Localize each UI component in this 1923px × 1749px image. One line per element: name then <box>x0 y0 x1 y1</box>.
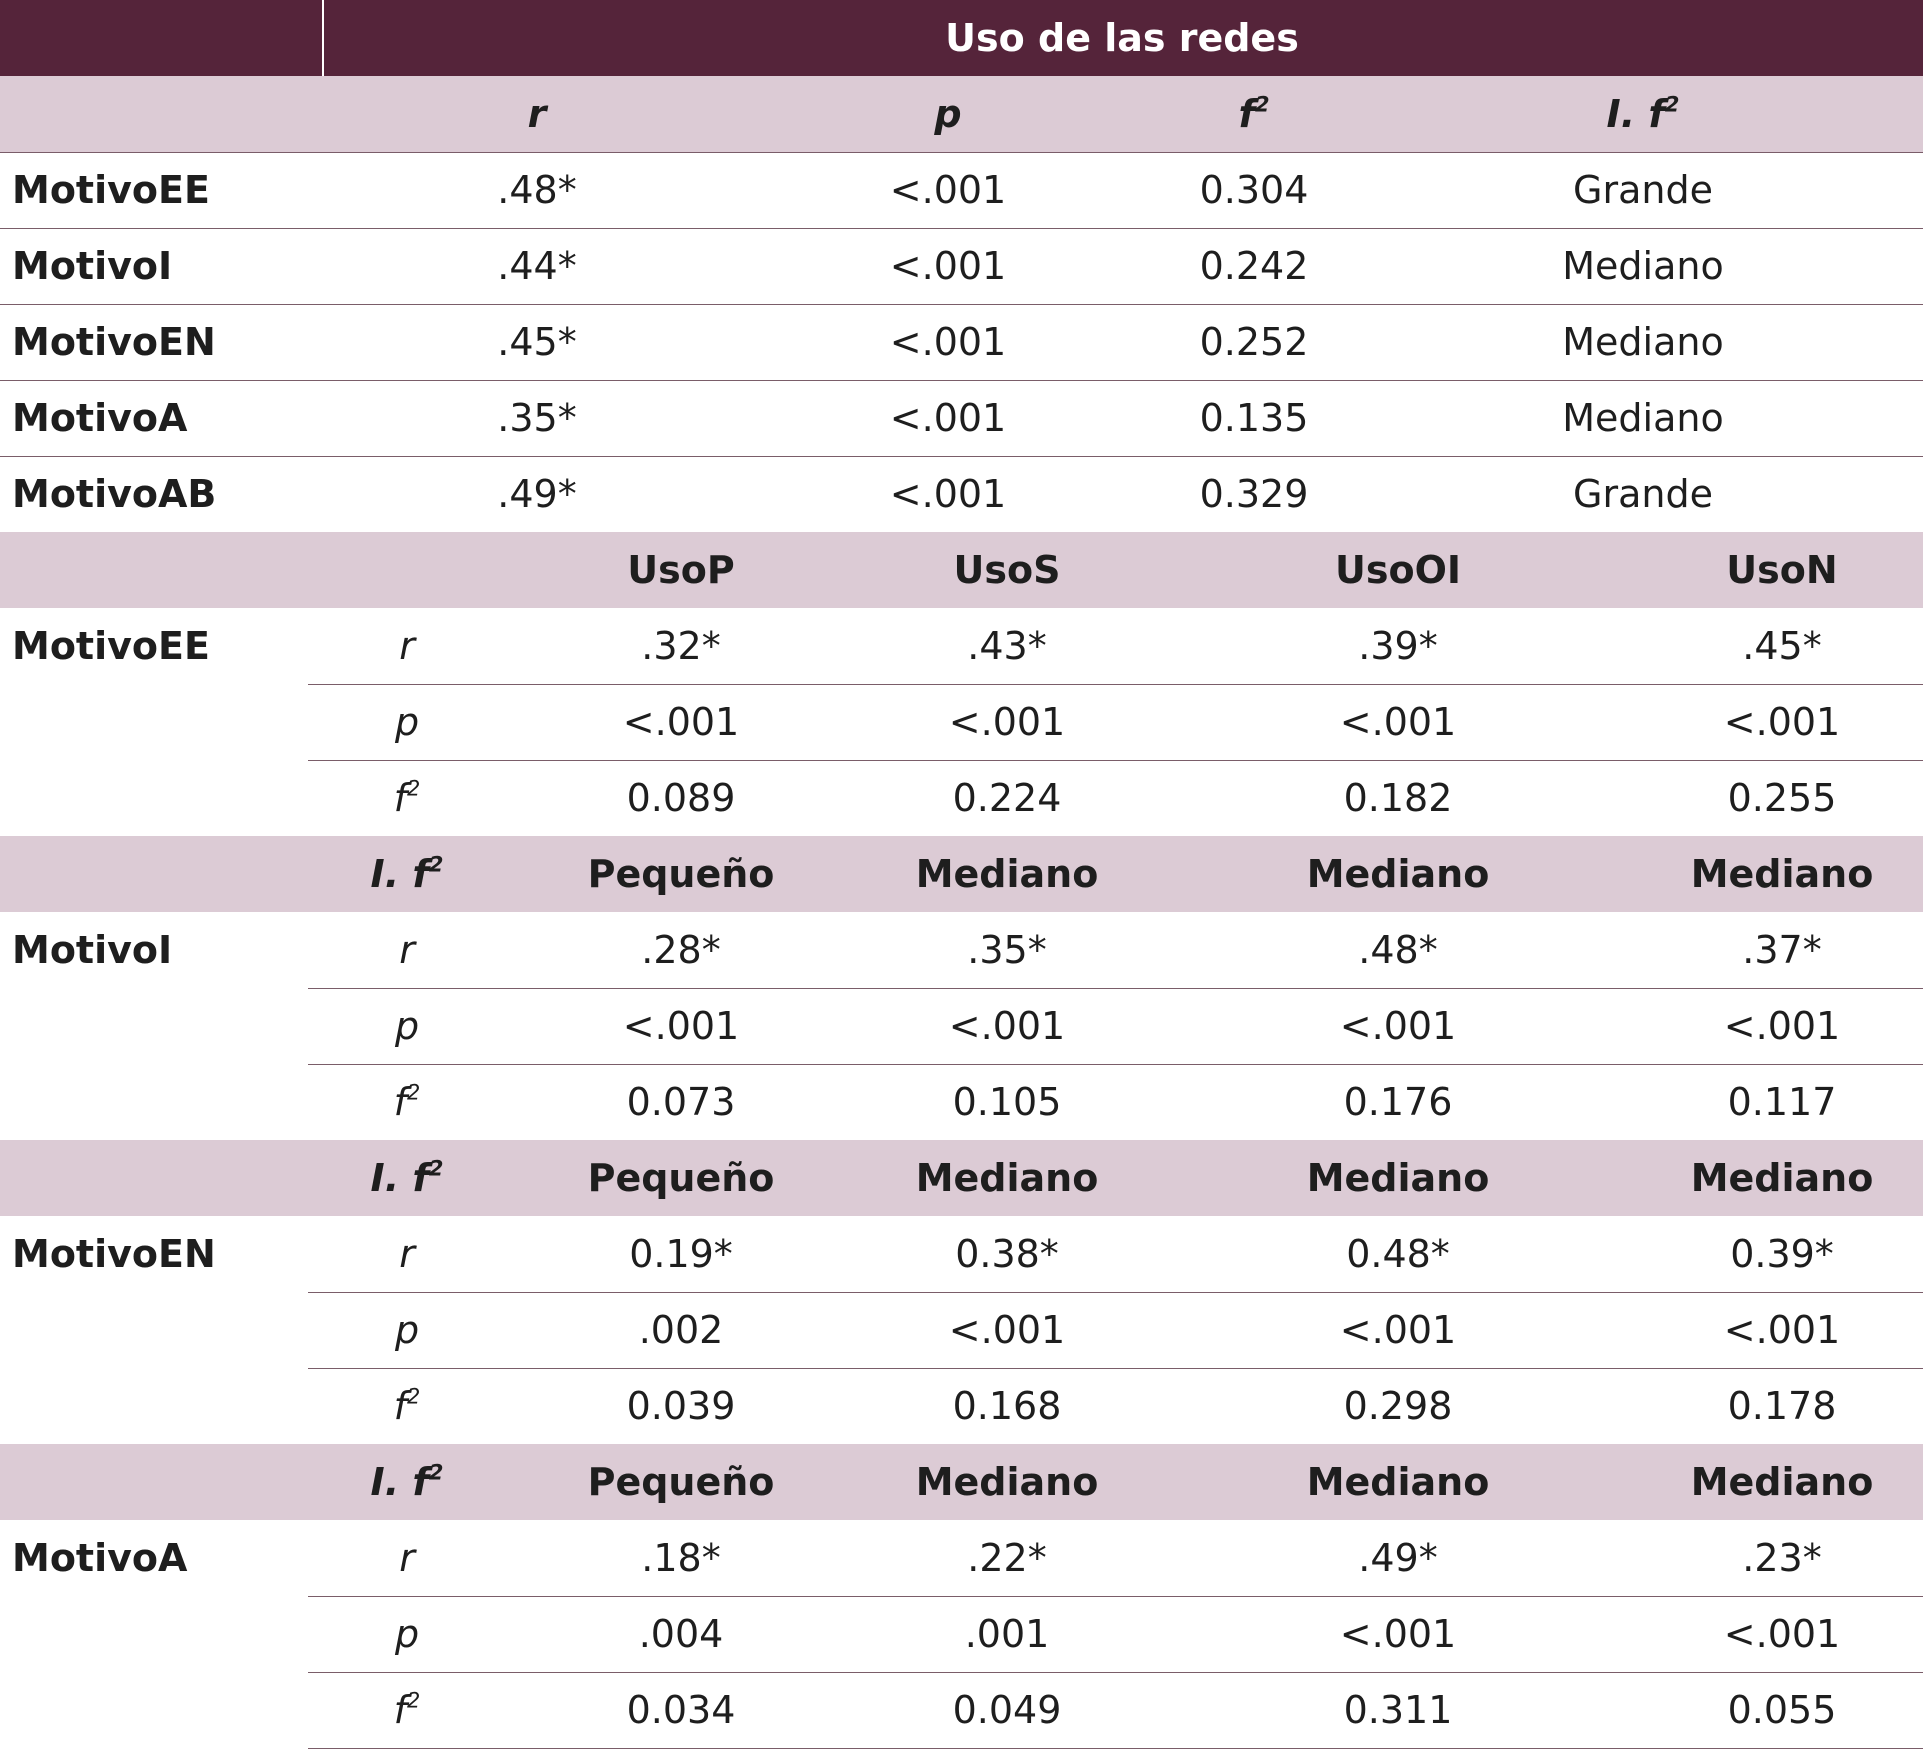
use-value-p <box>1340 1596 1456 1672</box>
value-f2 <box>1200 380 1309 456</box>
use-value-p <box>1340 988 1456 1064</box>
stat-label-r-text: r <box>399 928 415 972</box>
use-value-r-text: .43* <box>967 624 1047 668</box>
use-value-p-text: <.001 <box>1723 1612 1841 1656</box>
stat-label-f2 <box>394 1672 421 1748</box>
use-value-interpretation-text: Pequeño <box>587 1156 775 1200</box>
value-f2 <box>1200 152 1309 228</box>
use-value-p-text: <.001 <box>1339 700 1457 744</box>
use-value-r-text: 0.38* <box>955 1232 1059 1276</box>
use-col-header <box>1726 532 1837 608</box>
value-p-text: <.001 <box>889 472 1007 516</box>
use-value-p-text: <.001 <box>622 1004 740 1048</box>
use-value-interpretation-text: Pequeño <box>587 1460 775 1504</box>
use-value-interpretation-text: Pequeño <box>587 852 775 896</box>
use-value-f2 <box>1344 760 1453 836</box>
use-value-interpretation-text: Mediano <box>1690 852 1874 896</box>
use-value-r <box>967 1520 1046 1596</box>
use-value-p-text: <.001 <box>1339 1612 1457 1656</box>
rule <box>308 1292 1923 1293</box>
use-col-header <box>1335 532 1461 608</box>
row-label <box>12 228 172 304</box>
use-value-interpretation <box>916 1140 1099 1216</box>
use-value-f2 <box>953 1672 1062 1748</box>
value-f2 <box>1200 456 1309 532</box>
value-r-text: .45* <box>497 320 577 364</box>
overall-col-header-text: f <box>1238 92 1255 136</box>
use-value-interpretation <box>588 836 775 912</box>
use-value-p-text: <.001 <box>948 1004 1066 1048</box>
use-value-r-text: .35* <box>967 928 1047 972</box>
value-f2-text: 0.135 <box>1199 396 1309 440</box>
group-motive-label-text: MotivoEE <box>12 624 210 668</box>
stat-label-p <box>395 684 419 760</box>
stat-label-interpretation-superscript: 2 <box>428 1156 444 1181</box>
value-interpretation <box>1573 456 1713 532</box>
use-value-interpretation-text: Mediano <box>1306 1156 1490 1200</box>
header-title <box>945 0 1299 76</box>
row-label-text: MotivoEN <box>12 320 216 364</box>
stat-label-p-text: p <box>394 1612 420 1656</box>
use-value-f2-text: 0.039 <box>626 1384 736 1428</box>
value-p <box>890 152 1006 228</box>
use-value-r-text: .37* <box>1742 928 1822 972</box>
use-value-interpretation-text: Mediano <box>1306 852 1490 896</box>
overall-col-header-superscript: 2 <box>1664 92 1680 117</box>
rule <box>308 684 1923 685</box>
row-label-text: MotivoEE <box>12 168 210 212</box>
value-r <box>497 152 576 228</box>
use-value-interpretation <box>1691 836 1874 912</box>
overall-col-header <box>934 76 961 152</box>
value-interpretation-text: Mediano <box>1562 320 1724 364</box>
use-value-r-text: .48* <box>1358 928 1438 972</box>
use-value-f2 <box>627 1672 736 1748</box>
value-f2 <box>1200 304 1309 380</box>
use-value-interpretation-text: Mediano <box>915 852 1099 896</box>
use-value-interpretation <box>1691 1140 1874 1216</box>
use-value-r <box>967 608 1046 684</box>
value-f2-text: 0.252 <box>1199 320 1309 364</box>
value-r <box>497 380 576 456</box>
stat-label-r-text: r <box>399 1536 415 1580</box>
value-p-text: <.001 <box>889 320 1007 364</box>
stat-label-interpretation-text: I. f <box>370 1156 429 1200</box>
value-p <box>890 304 1006 380</box>
stat-label-interpretation-superscript: 2 <box>428 1460 444 1485</box>
stat-label-p <box>395 988 419 1064</box>
stat-label-r <box>399 1520 415 1596</box>
use-value-f2-text: 0.168 <box>952 1384 1062 1428</box>
use-value-interpretation <box>916 836 1099 912</box>
use-value-p-text: <.001 <box>948 1308 1066 1352</box>
value-p-text: <.001 <box>889 244 1007 288</box>
row-label-text: MotivoAB <box>12 472 217 516</box>
value-interpretation-text: Mediano <box>1562 244 1724 288</box>
stat-label-f2 <box>394 1064 421 1140</box>
value-r <box>497 304 576 380</box>
group-motive-label <box>12 1520 187 1596</box>
stat-label-interpretation <box>371 836 444 912</box>
rule <box>308 1368 1923 1369</box>
stat-label-f2 <box>394 760 421 836</box>
use-value-interpretation <box>1307 1140 1490 1216</box>
use-value-f2-text: 0.224 <box>952 776 1062 820</box>
value-interpretation <box>1573 152 1713 228</box>
value-r-text: .44* <box>497 244 577 288</box>
use-value-p <box>639 1292 724 1368</box>
stat-label-f2-superscript: 2 <box>407 1384 421 1409</box>
stat-label-p-text: p <box>394 1004 420 1048</box>
use-value-r <box>629 1216 733 1292</box>
stat-label-f2-text: f <box>393 1384 408 1428</box>
use-value-r <box>967 912 1046 988</box>
use-value-f2-text: 0.178 <box>1727 1384 1837 1428</box>
use-value-p <box>965 1596 1050 1672</box>
rule <box>308 1672 1923 1673</box>
use-value-interpretation <box>916 1444 1099 1520</box>
row-label <box>12 304 216 380</box>
stat-label-f2-text: f <box>393 1080 408 1124</box>
use-value-p-text: .001 <box>964 1612 1050 1656</box>
overall-col-header-text: p <box>934 92 962 136</box>
value-f2 <box>1200 228 1309 304</box>
value-interpretation <box>1562 228 1723 304</box>
overall-col-header <box>1607 76 1680 152</box>
use-value-f2-text: 0.176 <box>1343 1080 1453 1124</box>
value-interpretation-text: Mediano <box>1562 396 1724 440</box>
rule <box>308 1596 1923 1597</box>
use-value-r-text: .28* <box>641 928 721 972</box>
row-label <box>12 152 210 228</box>
use-value-interpretation <box>1691 1444 1874 1520</box>
row-label <box>12 380 187 456</box>
use-value-interpretation-text: Mediano <box>1690 1156 1874 1200</box>
row-label-text: MotivoI <box>12 244 173 288</box>
stat-label-r <box>399 1216 415 1292</box>
use-col-header <box>954 532 1061 608</box>
rule <box>308 988 1923 989</box>
stat-label-r <box>399 912 415 988</box>
use-value-f2 <box>627 1064 736 1140</box>
use-col-header-text: UsoN <box>1726 548 1838 592</box>
use-col-header-text: UsoS <box>953 548 1061 592</box>
use-value-f2-text: 0.089 <box>626 776 736 820</box>
stat-label-f2 <box>394 1368 421 1444</box>
use-col-header-text: UsoP <box>627 548 735 592</box>
use-value-interpretation <box>1307 1444 1490 1520</box>
use-col-header-text: UsoOI <box>1334 548 1462 592</box>
use-value-p <box>623 684 739 760</box>
stat-label-interpretation-text: I. f <box>370 852 429 896</box>
use-value-r <box>1358 912 1437 988</box>
group-motive-label-text: MotivoA <box>12 1536 188 1580</box>
rule <box>308 1064 1923 1065</box>
use-value-r <box>1742 912 1821 988</box>
overall-col-header <box>1238 76 1269 152</box>
use-value-f2 <box>627 1368 736 1444</box>
group-motive-label-text: MotivoI <box>12 928 173 972</box>
stat-label-f2-text: f <box>393 1688 408 1732</box>
stat-label-p-text: p <box>394 1308 420 1352</box>
use-value-f2-text: 0.255 <box>1727 776 1837 820</box>
use-value-f2 <box>1728 1672 1837 1748</box>
use-value-p-text: <.001 <box>1723 1308 1841 1352</box>
use-value-p <box>1724 988 1840 1064</box>
use-value-r <box>1742 608 1821 684</box>
stat-label-r-text: r <box>399 1232 415 1276</box>
use-value-r <box>1742 1520 1821 1596</box>
overall-col-header-superscript: 2 <box>1255 92 1270 117</box>
stat-label-interpretation <box>371 1140 444 1216</box>
use-value-p-text: <.001 <box>948 700 1066 744</box>
use-value-f2-text: 0.073 <box>626 1080 736 1124</box>
use-value-p <box>639 1596 724 1672</box>
value-interpretation <box>1562 304 1723 380</box>
stat-label-interpretation <box>371 1444 444 1520</box>
value-interpretation <box>1562 380 1723 456</box>
row-label <box>12 456 216 532</box>
use-value-f2-text: 0.182 <box>1343 776 1453 820</box>
value-r <box>497 228 576 304</box>
value-f2-text: 0.329 <box>1199 472 1309 516</box>
use-value-r <box>641 1520 720 1596</box>
use-value-p <box>623 988 739 1064</box>
use-value-r-text: .18* <box>641 1536 721 1580</box>
stat-label-p <box>395 1292 419 1368</box>
stat-label-f2-superscript: 2 <box>407 776 421 801</box>
stat-label-p-text: p <box>394 700 420 744</box>
use-value-interpretation-text: Mediano <box>915 1156 1099 1200</box>
use-value-r <box>641 912 720 988</box>
use-value-p-text: <.001 <box>1723 1004 1841 1048</box>
stat-label-p <box>395 1596 419 1672</box>
use-value-p-text: .004 <box>638 1612 724 1656</box>
use-value-r-text: .45* <box>1742 624 1822 668</box>
use-value-r <box>1358 608 1437 684</box>
use-value-r-text: .23* <box>1742 1536 1822 1580</box>
use-value-f2-text: 0.105 <box>952 1080 1062 1124</box>
stat-label-interpretation-superscript: 2 <box>428 852 444 877</box>
value-p <box>890 456 1006 532</box>
header-divider <box>322 0 324 76</box>
value-f2-text: 0.242 <box>1199 244 1309 288</box>
value-r-text: .48* <box>497 168 577 212</box>
use-value-p-text: <.001 <box>622 700 740 744</box>
stat-label-interpretation-text: I. f <box>370 1460 429 1504</box>
use-value-p-text: .002 <box>638 1308 724 1352</box>
value-p <box>890 380 1006 456</box>
use-value-r-text: 0.39* <box>1730 1232 1834 1276</box>
use-value-f2 <box>1344 1368 1453 1444</box>
overall-col-header <box>528 76 547 152</box>
use-value-r-text: 0.48* <box>1346 1232 1450 1276</box>
use-value-f2 <box>627 760 736 836</box>
use-value-f2 <box>1728 1064 1837 1140</box>
use-value-r-text: .22* <box>967 1536 1047 1580</box>
use-value-p <box>1340 684 1456 760</box>
use-value-interpretation-text: Mediano <box>1306 1460 1490 1504</box>
stat-label-r-text: r <box>399 624 415 668</box>
use-value-f2 <box>1344 1672 1453 1748</box>
value-r-text: .49* <box>497 472 577 516</box>
use-value-r <box>1346 1216 1450 1292</box>
use-value-f2 <box>1728 1368 1837 1444</box>
rule <box>308 760 1923 761</box>
stat-label-f2-text: f <box>393 776 408 820</box>
group-motive-label-text: MotivoEN <box>12 1232 216 1276</box>
group-motive-label <box>12 608 210 684</box>
use-value-p <box>1340 1292 1456 1368</box>
use-value-r-text: .49* <box>1358 1536 1438 1580</box>
use-value-r <box>641 608 720 684</box>
overall-col-header-text: r <box>527 92 547 136</box>
value-p-text: <.001 <box>889 168 1007 212</box>
use-value-interpretation-text: Mediano <box>915 1460 1099 1504</box>
use-value-p-text: <.001 <box>1339 1308 1457 1352</box>
use-value-f2-text: 0.034 <box>626 1688 736 1732</box>
stat-label-f2-superscript: 2 <box>407 1080 421 1105</box>
use-value-p <box>949 988 1065 1064</box>
use-value-r <box>955 1216 1059 1292</box>
group-motive-label <box>12 1216 216 1292</box>
use-col-header <box>627 532 734 608</box>
use-value-f2-text: 0.298 <box>1343 1384 1453 1428</box>
value-p-text: <.001 <box>889 396 1007 440</box>
use-value-p-text: <.001 <box>1339 1004 1457 1048</box>
use-value-f2-text: 0.311 <box>1343 1688 1453 1732</box>
row-label-text: MotivoA <box>12 396 188 440</box>
stat-label-f2-superscript: 2 <box>407 1688 421 1713</box>
header-title-text: Uso de las redes <box>945 16 1299 60</box>
use-value-p-text: <.001 <box>1723 700 1841 744</box>
use-value-interpretation <box>1307 836 1490 912</box>
use-value-interpretation <box>588 1140 775 1216</box>
use-value-f2-text: 0.117 <box>1727 1080 1837 1124</box>
value-r <box>497 456 576 532</box>
use-value-f2 <box>953 760 1062 836</box>
value-p <box>890 228 1006 304</box>
use-value-f2 <box>953 1368 1062 1444</box>
group-motive-label <box>12 912 172 988</box>
use-value-r-text: .32* <box>641 624 721 668</box>
overall-col-header-text: I. f <box>1606 92 1665 136</box>
use-value-interpretation <box>588 1444 775 1520</box>
use-value-interpretation-text: Mediano <box>1690 1460 1874 1504</box>
value-r-text: .35* <box>497 396 577 440</box>
use-value-r <box>1358 1520 1437 1596</box>
value-interpretation-text: Grande <box>1573 168 1713 212</box>
use-value-f2 <box>1728 760 1837 836</box>
use-value-f2-text: 0.055 <box>1727 1688 1837 1732</box>
use-value-r-text: 0.19* <box>629 1232 733 1276</box>
use-value-p <box>949 684 1065 760</box>
use-value-f2-text: 0.049 <box>952 1688 1062 1732</box>
use-value-f2 <box>1344 1064 1453 1140</box>
use-value-f2 <box>953 1064 1062 1140</box>
value-interpretation-text: Grande <box>1573 472 1713 516</box>
use-value-r <box>1730 1216 1834 1292</box>
use-value-p <box>1724 684 1840 760</box>
stat-label-r <box>399 608 415 684</box>
use-value-p <box>949 1292 1065 1368</box>
use-value-p <box>1724 1292 1840 1368</box>
use-value-p <box>1724 1596 1840 1672</box>
use-value-r-text: .39* <box>1358 624 1438 668</box>
value-f2-text: 0.304 <box>1199 168 1309 212</box>
